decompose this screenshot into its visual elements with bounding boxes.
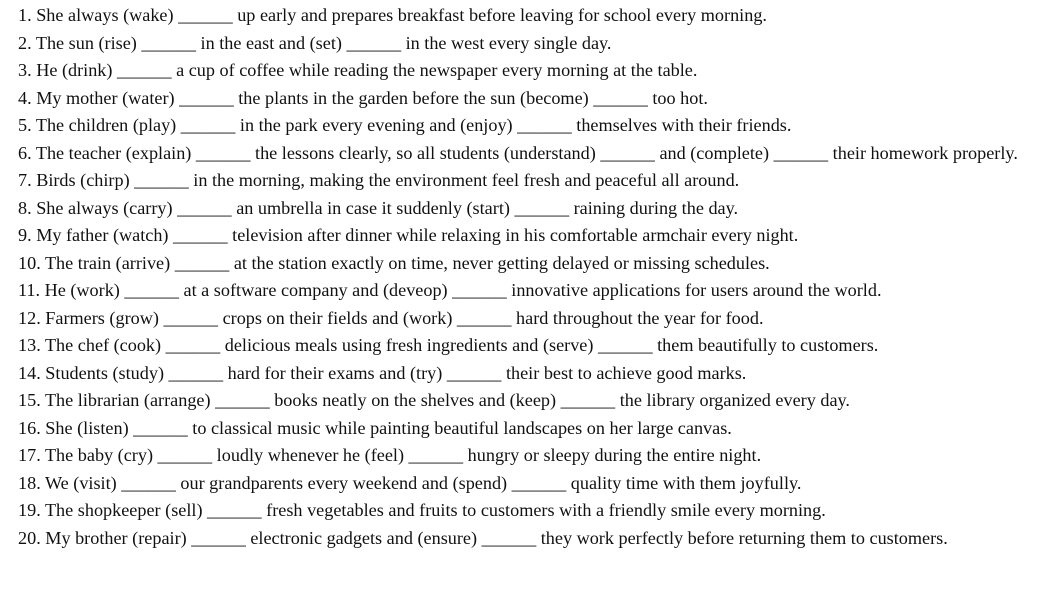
- exercise-item-4: 4. My mother (water) ______ the plants in the garden before the sun (become) ______ too hot.: [18, 87, 708, 108]
- exercise-item-10: 10. The train (arrive) ______ at the station exactly on time, never getting delayed or missing schedules.: [18, 252, 770, 273]
- exercise-item-1: 1. She always (wake) ______ up early and prepares breakfast before leaving for school every morning.: [18, 5, 767, 25]
- exercise-item-11: 11. He (work) ______ at a software company and (deveop) ______ innovative applications for users around the world.: [18, 280, 882, 300]
- exercise-item-15: 15. The librarian (arrange) ______ books neatly on the shelves and (keep) ______ the library organized every day.: [18, 390, 850, 410]
- exercise-item-2: 2. The sun (rise) ______ in the east and (set) ______ in the west every single day.: [18, 32, 612, 53]
- exercise-item-12: 12. Farmers (grow) ______ crops on their fields and (work) ______ hard throughout the year for food.: [18, 307, 764, 328]
- exercise-item-20: 20. My brother (repair) ______ electronic gadgets and (ensure) ______ they work perfectly before returning them to customers.: [18, 527, 948, 548]
- exercise-item-7: 7. Birds (chirp) ______ in the morning, making the environment feel fresh and peaceful all around.: [18, 170, 740, 190]
- exercise-item-18: 18. We (visit) ______ our grandparents every weekend and (spend) ______ quality time with them joyfully.: [18, 472, 802, 493]
- exercise-item-6: 6. The teacher (explain) ______ the lessons clearly, so all students (understand) ______ and (complete) ______ their homework properly.: [18, 142, 1018, 163]
- exercise-item-19: 19. The shopkeeper (sell) ______ fresh vegetables and fruits to customers with a friendly smile every morning.: [18, 500, 826, 520]
- exercise-item-3: 3. He (drink) ______ a cup of coffee while reading the newspaper every morning at the table.: [18, 60, 698, 80]
- exercise-item-9: 9. My father (watch) ______ television after dinner while relaxing in his comfortable armchair every night.: [18, 225, 799, 245]
- exercise-item-13: 13. The chef (cook) ______ delicious meals using fresh ingredients and (serve) ______ them beautifully to customers.: [18, 335, 879, 355]
- exercise-item-16: 16. She (listen) ______ to classical music while painting beautiful landscapes on her large canvas.: [18, 417, 732, 438]
- exercise-item-17: 17. The baby (cry) ______ loudly whenever he (feel) ______ hungry or sleepy during the entire night.: [18, 445, 762, 465]
- exercise-item-8: 8. She always (carry) ______ an umbrella in case it suddenly (start) ______ raining during the day.: [18, 197, 739, 218]
- exercise-item-14: 14. Students (study) ______ hard for their exams and (try) ______ their best to achieve good marks.: [18, 362, 747, 383]
- exercise-item-5: 5. The children (play) ______ in the park every evening and (enjoy) ______ themselves with their friends.: [18, 115, 792, 135]
